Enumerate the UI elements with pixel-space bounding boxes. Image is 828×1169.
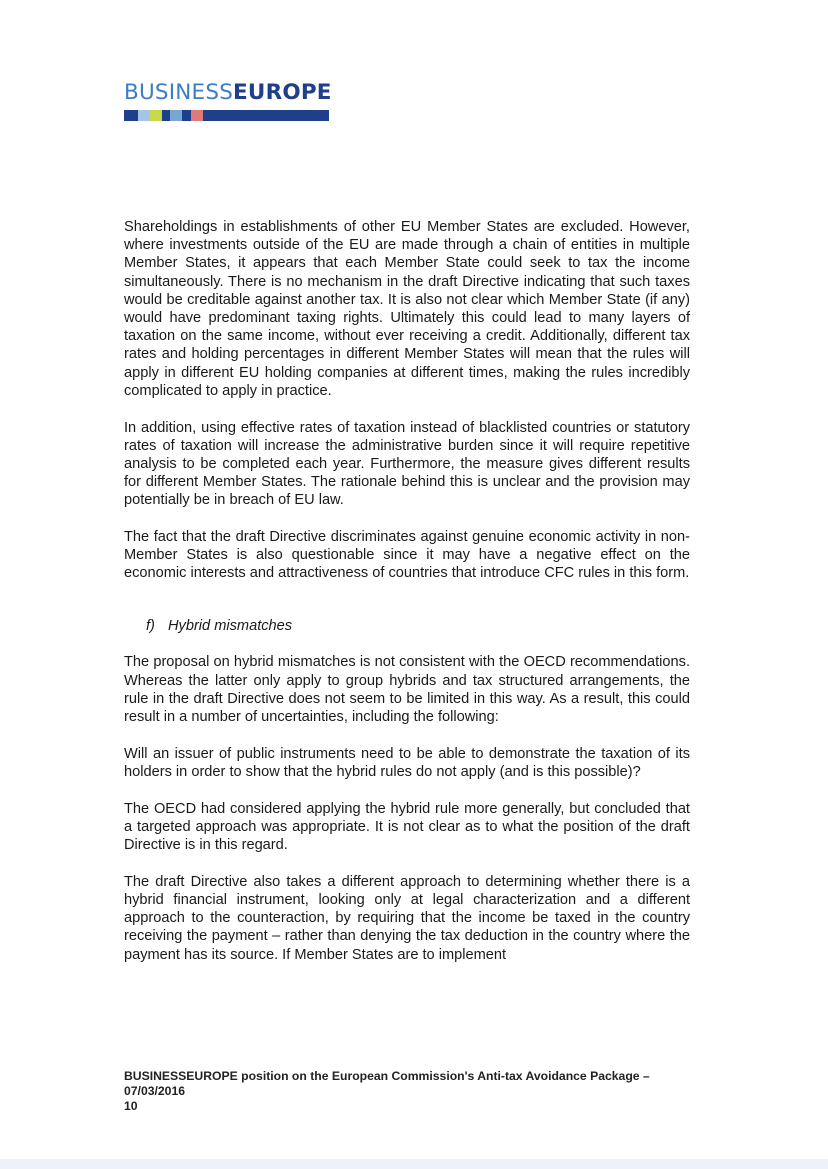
logo-bar-segment [124,110,138,121]
logo-bar-segment [191,110,203,121]
footer-title: BUSINESSEUROPE position on the European Commission's Anti-tax Avoidance Package – [124,1069,650,1083]
logo-europe-text: EUROPE [233,80,332,105]
page-number: 10 [124,1099,138,1113]
businesseurope-logo [124,80,334,121]
logo-bar-segment [162,110,170,121]
document-body [124,218,690,982]
paragraph: Shareholdings in establishments of other EU Member States are excluded. However, where investments outside of the EU are made through a chain of entities in multiple Member States, it appears that each Member State could seek to tax the income simultaneously. There is no mechanism in the draft Directive indicating that such taxes would be creditable against another tax. It is also not clear which Member State (if any) would have predominant taxing rights. Ultimately this could lead to many layers of taxation on the same income, without ever receiving a credit. Additionally, different tax rates and holding percentages in different Member States will mean that the rules will apply in different EU holding companies at different times, making the rules incredibly complicated to apply in practice. [124,219,690,399]
section-marker: f) [146,617,155,634]
logo-bar-segment [138,110,150,121]
paragraph: In addition, using effective rates of taxation instead of blacklisted countries or statutory rates of taxation will increase the administrative burden since it will require repetitive analysis to be completed each year. Furthermore, the measure gives different results for different Member States. The rationale behind this is unclear and the provision may potentially be in breach of EU law. [124,419,690,509]
page-footer [124,1069,714,1114]
paragraph: The OECD had considered applying the hybrid rule more generally, but concluded that a targeted approach was appropriate. It is not clear as to what the position of the draft Directive is in this regard. [124,800,690,853]
logo-bar-segment [182,110,191,121]
logo-business-text: BUSINESS [124,80,234,105]
section-heading-hybrid-mismatches [146,617,690,635]
paragraph: The fact that the draft Directive discriminates against genuine economic activity in non-Member States is also questionable since it may have a negative effect on the economic interests and attractiveness of countries that introduce CFC rules in this form. [124,529,690,582]
logo-wordmark [124,80,334,106]
footer-date: 07/03/2016 [124,1084,185,1098]
logo-bar-segment [170,110,182,121]
section-title: Hybrid mismatches [168,617,293,634]
paragraph: Will an issuer of public instruments need to be able to demonstrate the taxation of its holders in order to show that the hybrid rules do not apply (and is this possible)? [124,745,690,780]
logo-color-bar [124,110,329,121]
logo-bar-segment [203,110,329,121]
paragraph: The proposal on hybrid mismatches is not consistent with the OECD recommendations. Whereas the latter only apply to group hybrids and tax structured arrangements, the rule in the draft Directive does not seem to be limited in this way. As a result, this could result in a number of uncertainties, including the following: [124,654,690,725]
scan-edge [0,1159,828,1169]
logo-bar-segment [150,110,162,121]
paragraph: The draft Directive also takes a different approach to determining whether there is a hybrid financial instrument, looking only at legal characterization and a different approach to the counteraction, by requiring that the income be taxed in the country receiving the payment – rather than denying the tax deduction in the country where the payment has its source. If Member States are to implement [124,873,690,963]
